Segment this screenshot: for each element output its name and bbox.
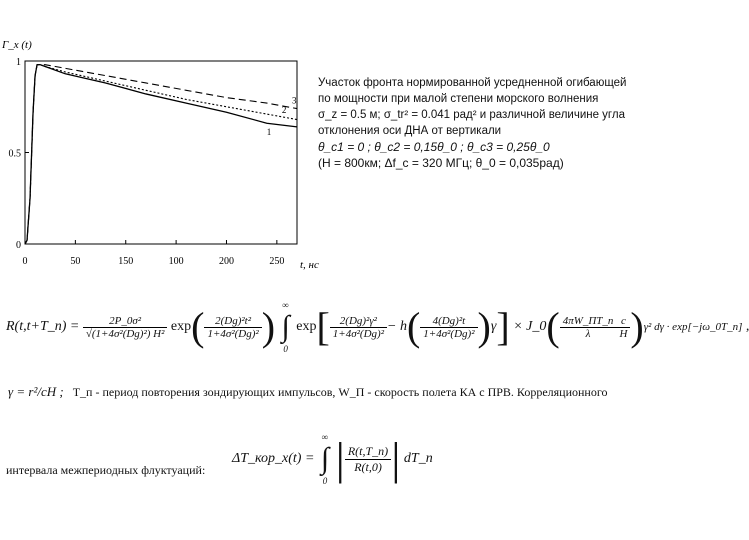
caption-line: σ_z = 0.5 м; σ_tr² = 0.041 рад² и различной величине угла [318,109,625,121]
gamma-definition: γ = r²/cH ; T_п - период повторения зондирующих импульсов, W_П - скорость полета КА с ПРВ. Корреляционного [8,384,608,399]
fraction: $\frac{\text{2P\_0σ²}}{\text{√(1+4σ²(Dg)²) H²}}$ [83,315,168,340]
y-axis-label: Γ_x (t) [2,39,32,51]
y-tick-label: 0.5 [8,148,21,160]
y-tick-label: 1 [16,57,21,68]
envelope-chart [0,30,319,290]
x-tick-label: 0 [22,256,28,267]
figure-caption [318,75,627,171]
x-axis-label: t, нс [300,259,319,271]
plot-frame [25,61,297,244]
correlation-interval-label: интервала межпериодных флуктуаций: [6,463,206,477]
caption-line: по мощности при малой степени морского волнения [318,93,599,105]
series-line-1 [25,65,297,244]
caption-line: отклонения оси ДНА от вертикали [318,125,502,137]
series-label: 3 [291,95,297,106]
y-tick-label: 0 [16,240,21,251]
series-label: 1 [266,127,272,138]
caption-line: (H = 800км; Δf_c = 320 МГц; θ_0 = 0,035рад) [318,156,564,170]
series-line-3 [25,65,297,244]
x-tick-label: 250 [269,256,285,267]
x-tick-label: 50 [70,256,81,267]
correlation-interval-formula: ΔT_кор_x(t) = ∞ ∫ 0 | $\frac{R(t,T\_п)}{R(t,0)}$ | dT_п [232,432,433,486]
integral-limits: ∞ ∫ 0 [281,300,290,354]
formula-lhs: R(t,t+T_п) = [6,319,80,335]
series-line-2 [25,65,297,244]
x-tick-label: 150 [118,256,134,267]
caption-line: Участок фронта нормированной усредненной огибающей [318,77,627,89]
series-label: 2 [281,104,287,115]
caption-line: θ_c1 = 0 ; θ_c2 = 0,15θ_0 ; θ_c3 = 0,25θ_0 [318,140,550,154]
x-tick-label: 100 [168,256,184,267]
correlation-formula: R(t,t+T_п) = $\frac{\text{2P\_0σ²}}{\text{√(1+4σ²(Dg)²) H²}}$ exp( $\frac{\text{2(Dg)²t²}}{\text{1+4σ²(Dg)²}}$ ) ∞ ∫ 0 exp[ $\frac{\text{2(Dg)²γ²}}{\text{1+4σ²(Dg)²}}$ − h( $\frac{\text{4(Dg)²t}}{\text{1+4σ²(Dg)²}}$ )γ] × J_0( $\frac{4\pi W\_ПT\_п}{\lambda}$ $\frac{c}{H}$ )γ² dγ · exp[−jω_0T_п] [6,300,743,354]
x-tick-label: 200 [218,256,234,267]
